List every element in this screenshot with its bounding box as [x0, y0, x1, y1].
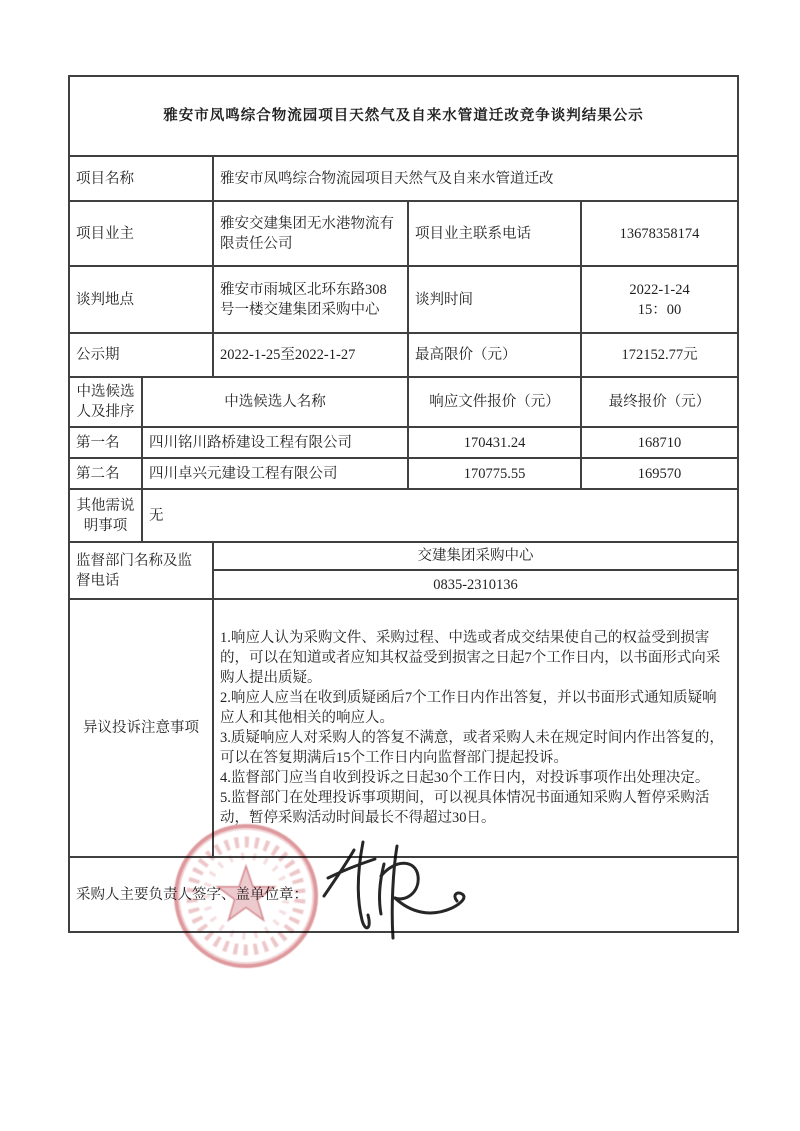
announcement-table — [68, 75, 739, 933]
candidate-rank-header: 中选候选人及排序 — [69, 377, 142, 427]
sign-off-row — [69, 857, 738, 932]
project-name-row — [69, 156, 738, 201]
objection-item-4: 4.监督部门应当自收到投诉之日起30个工作日内，对投诉事项作出处理决定。 — [220, 770, 710, 786]
publicity-value: 2022-1-25至2022-1-27 — [213, 333, 408, 377]
candidate-2-final: 169570 — [581, 458, 738, 489]
candidate-row-1 — [69, 427, 738, 458]
negotiation-date: 2022-1-24 — [629, 281, 690, 298]
candidate-bid-header: 响应文件报价（元） — [408, 377, 581, 427]
sign-off-label: 采购人主要负责人签字、盖单位章： — [69, 857, 738, 932]
publicity-label: 公示期 — [69, 333, 213, 377]
objection-row — [69, 599, 738, 857]
candidate-1-bid: 170431.24 — [408, 427, 581, 458]
supervision-phone: 0835-2310136 — [213, 570, 738, 599]
price-limit-value: 172152.77元 — [581, 333, 738, 377]
objection-item-3: 3.质疑响应人对采购人的答复不满意，或者采购人未在规定时间内作出答复的，可以在答复期满后15个工作日内向监督部门提起投诉。 — [220, 730, 724, 766]
publicity-row — [69, 333, 738, 377]
other-notes-row — [69, 489, 738, 542]
candidate-name-header: 中选候选人名称 — [142, 377, 408, 427]
candidate-1-name: 四川铭川路桥建设工程有限公司 — [142, 427, 408, 458]
title-row — [69, 76, 738, 156]
other-notes-label: 其他需说明事项 — [69, 489, 142, 542]
price-limit-label: 最高限价（元） — [408, 333, 581, 377]
project-name-value: 雅安市凤鸣综合物流园项目天然气及自来水管道迁改 — [213, 156, 738, 201]
document-title: 雅安市凤鸣综合物流园项目天然气及自来水管道迁改竞争谈判结果公示 — [69, 76, 738, 156]
candidate-1-rank: 第一名 — [69, 427, 142, 458]
objection-item-2: 2.响应人应当在收到质疑函后7个工作日内作出答复，并以书面形式通知质疑响应人和其他相关的响应人。 — [220, 690, 717, 726]
project-name-label: 项目名称 — [69, 156, 213, 201]
candidate-2-name: 四川卓兴元建设工程有限公司 — [142, 458, 408, 489]
supervision-row-dept — [69, 542, 738, 570]
owner-phone-label: 项目业主联系电话 — [408, 201, 581, 266]
supervision-label: 监督部门名称及监督电话 — [69, 542, 213, 599]
candidate-2-rank: 第二名 — [69, 458, 142, 489]
negotiation-time-value — [581, 266, 738, 333]
negotiation-time-label: 谈判时间 — [408, 266, 581, 333]
negotiation-place-label: 谈判地点 — [69, 266, 213, 333]
candidate-header-row — [69, 377, 738, 427]
owner-row — [69, 201, 738, 266]
candidate-final-header: 最终报价（元） — [581, 377, 738, 427]
supervision-dept: 交建集团采购中心 — [213, 542, 738, 570]
negotiation-clock: 15：00 — [637, 301, 682, 318]
objection-item-1: 1.响应人认为采购文件、采购过程、中选或者成交结果使自己的权益受到损害的，可以在知道或者应知其权益受到损害之日起7个工作日内，以书面形式向采购人提出质疑。 — [220, 630, 721, 686]
candidate-1-final: 168710 — [581, 427, 738, 458]
objection-label: 异议投诉注意事项 — [69, 599, 213, 857]
candidate-row-2 — [69, 458, 738, 489]
owner-value: 雅安交建集团无水港物流有限责任公司 — [213, 201, 408, 266]
negotiation-row — [69, 266, 738, 333]
objection-item-5: 5.监督部门在处理投诉事项期间，可以视具体情况书面通知采购人暂停采购活动，暂停采购活动时间最长不得超过30日。 — [220, 790, 710, 826]
owner-label: 项目业主 — [69, 201, 213, 266]
negotiation-place-value: 雅安市雨城区北环东路308号一楼交建集团采购中心 — [213, 266, 408, 333]
other-notes-value: 无 — [142, 489, 738, 542]
candidate-2-bid: 170775.55 — [408, 458, 581, 489]
objection-body — [213, 599, 738, 857]
owner-phone-value: 13678358174 — [581, 201, 738, 266]
